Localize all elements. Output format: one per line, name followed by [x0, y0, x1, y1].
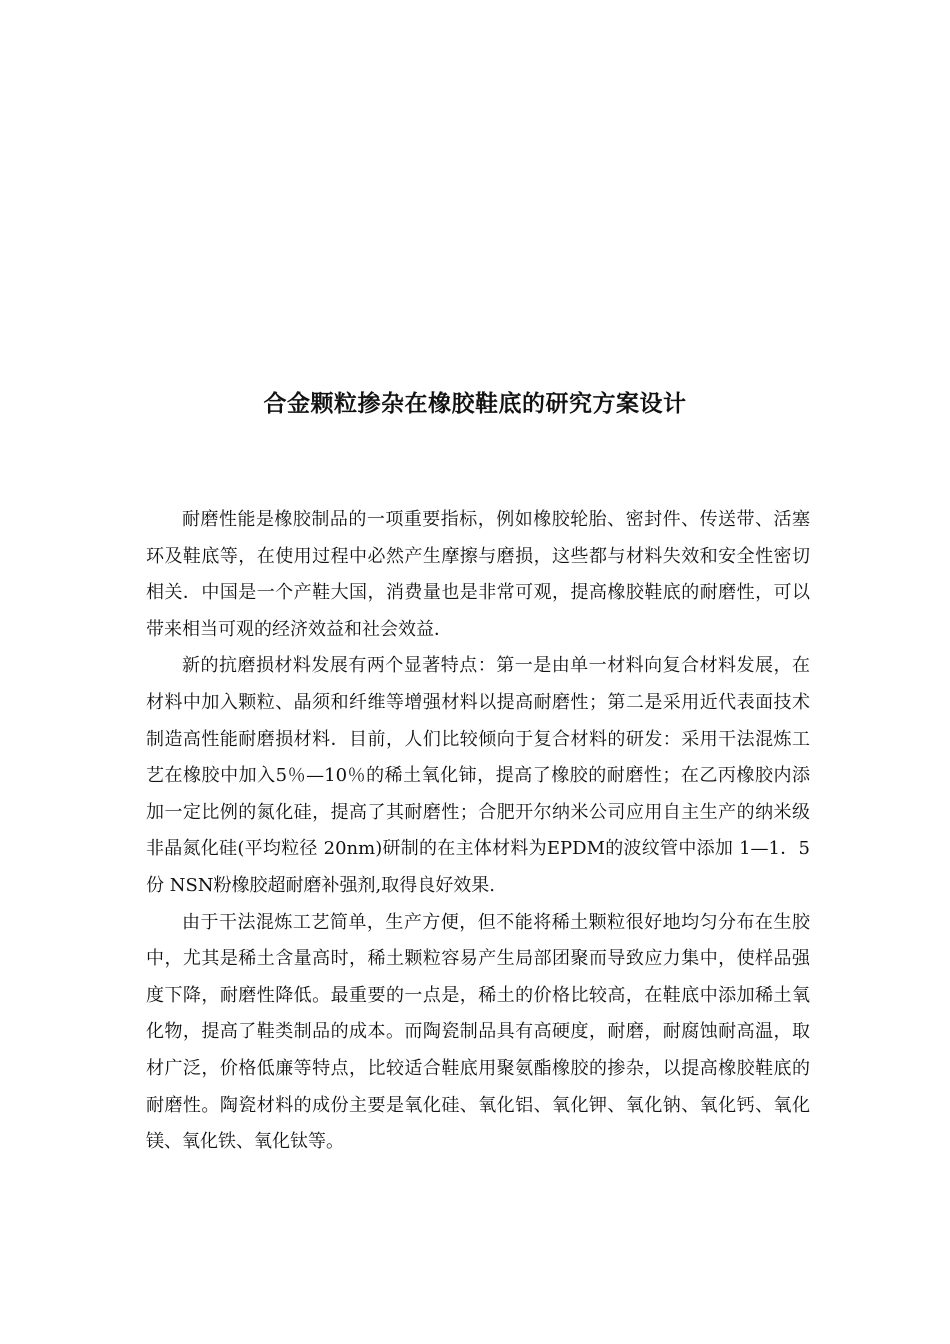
paragraph-2: 新的抗磨损材料发展有两个显著特点：第一是由单一材料向复合材料发展，在材料中加入颗粒、晶须和纤维等增强材料以提高耐磨性；第二是采用近代表面技术制造高性能耐磨损材料．目前，人们比较倾向于复合材料的研发：采用干法混炼工艺在橡胶中加入5％—10％的稀土氧化铈，提高了橡胶的耐磨性；在乙丙橡胶内添加一定比例的氮化硅，提高了其耐磨性；合肥开尔纳米公司应用自主生产的纳米级非晶氮化硅(平均粒径 20nm)研制的在主体材料为EPDM的波纹管中添加 1—1．5份 NSN粉橡胶超耐磨补强剂,取得良好效果.	[146, 655, 810, 896]
paragraph-3: 由于干法混炼工艺简单，生产方便，但不能将稀土颗粒很好地均匀分布在生胶中，尤其是稀土含量高时，稀土颗粒容易产生局部团聚而导致应力集中，使样品强度下降，耐磨性降低。最重要的一点是，稀土的价格比较高，在鞋底中添加稀土氧化物，提高了鞋类制品的成本。而陶瓷制品具有高硬度，耐磨，耐腐蚀耐高温，取材广泛，价格低廉等特点，比较适合鞋底用聚氨酯橡胶的掺杂，以提高橡胶鞋底的耐磨性。陶瓷材料的成份主要是氧化硅、氧化铝、氧化钾、氧化钠、氧化钙、氧化镁、氧化铁、氧化钛等。	[146, 911, 810, 1153]
paragraph-1: 耐磨性能是橡胶制品的一项重要指标，例如橡胶轮胎、密封件、传送带、活塞环及鞋底等，在使用过程中必然产生摩擦与磨损，这些都与材料失效和安全性密切相关．中国是一个产鞋大国，消费量也是非常可观，提高橡胶鞋底的耐磨性，可以带来相当可观的经济效益和社会效益．	[146, 509, 810, 640]
document-body	[146, 502, 810, 1161]
document-title: 合金颗粒掺杂在橡胶鞋底的研究方案设计	[263, 391, 687, 417]
